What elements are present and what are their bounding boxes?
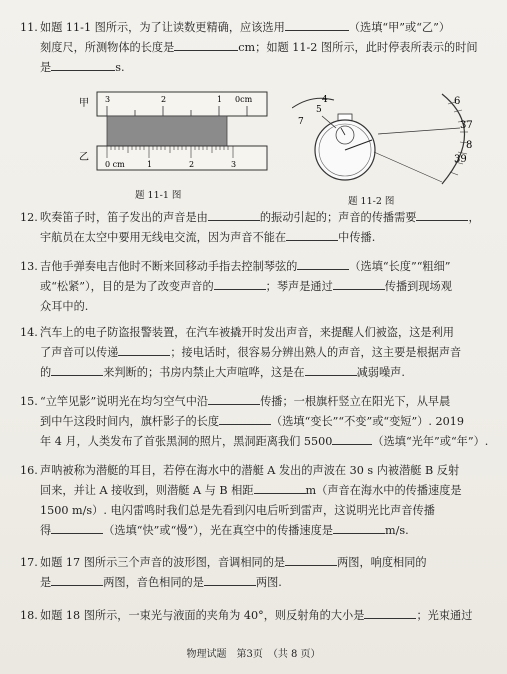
tick-label: 3 bbox=[231, 160, 237, 169]
question-16 bbox=[20, 461, 490, 541]
ruler-label-jia: 甲 bbox=[79, 98, 89, 109]
q15-text-5: 年 4 月，人类发布了首张黑洞的照片，黑洞距离我们 5500 bbox=[40, 435, 333, 448]
answer-blank[interactable] bbox=[174, 38, 238, 51]
dial-label: 37 bbox=[460, 120, 473, 131]
question-11 bbox=[20, 18, 490, 78]
question-15 bbox=[20, 392, 490, 452]
figure-caption: 题 11-1 图 bbox=[135, 190, 182, 201]
q16-text-6: （选填“快”或“慢”），光在真空中的传播速度是 bbox=[103, 524, 334, 537]
q14-text-6: 减弱噪声. bbox=[356, 366, 405, 379]
answer-blank[interactable] bbox=[118, 343, 170, 356]
answer-blank[interactable] bbox=[305, 363, 357, 376]
q14-text-5: 来判断的；书房内禁止大声喧哗，这是在 bbox=[103, 366, 305, 379]
q14-text-3: ；接电话时，很容易分辨出熟人的声音，这主要是根据声音 bbox=[170, 346, 462, 359]
q12-text-3: ， bbox=[468, 211, 480, 224]
tick-label: 2 bbox=[189, 160, 195, 169]
question-number: 16. bbox=[20, 464, 38, 477]
answer-blank[interactable] bbox=[285, 553, 337, 566]
figure-11-2-stopwatch bbox=[292, 90, 482, 190]
answer-blank[interactable] bbox=[51, 521, 103, 534]
q15-text-2: 传播；一根旗杆竖立在阳光下，从早晨 bbox=[260, 395, 451, 408]
q17-text-5: 两图. bbox=[255, 576, 282, 589]
q17-text-2: 两图，响度相同的 bbox=[337, 556, 427, 569]
dial-label: 39 bbox=[454, 154, 467, 165]
q14-text-4: 的 bbox=[40, 366, 52, 379]
q16-text-7: m/s. bbox=[385, 524, 409, 537]
q15-text-4: （选填“变长”“不变”或“变短”）. 2019 bbox=[271, 415, 464, 428]
q12-text-1: 吹奏笛子时，笛子发出的声音是由 bbox=[40, 211, 208, 224]
answer-blank[interactable] bbox=[416, 208, 468, 221]
q16-text-4: 1500 m/s）. 电闪雷鸣时我们总是先看到闪电后听到雷声，这说明光比声音传播 bbox=[40, 504, 435, 517]
answer-blank[interactable] bbox=[364, 606, 416, 619]
ruler-label-yi: 乙 bbox=[79, 152, 89, 163]
tick-label: 0cm bbox=[235, 95, 253, 104]
subdial-label: 4 bbox=[322, 95, 328, 105]
q14-text-2: 了声音可以传递 bbox=[40, 346, 119, 359]
q16-text-3: m（声音在海水中的传播速度是 bbox=[305, 484, 462, 497]
subdial-label: 5 bbox=[316, 105, 322, 115]
q13-text-2: （选填“长度”“粗细” bbox=[349, 260, 451, 273]
q13-text-5: 传播到现场观 bbox=[384, 280, 452, 293]
q15-text-3: 到中午这段时间内，旗杆影子的长度 bbox=[40, 415, 220, 428]
answer-blank[interactable] bbox=[219, 412, 271, 425]
question-17 bbox=[20, 553, 490, 593]
q15-text-1: “立竿见影”说明光在均匀空气中沿 bbox=[40, 395, 209, 408]
dial-label: 8 bbox=[466, 140, 473, 151]
answer-blank[interactable] bbox=[285, 18, 349, 31]
figure-11-1-rulers bbox=[75, 88, 275, 178]
question-18 bbox=[20, 606, 490, 626]
q13-text-1: 吉他手弹奏电吉他时不断来回移动手指去控制琴弦的 bbox=[40, 260, 298, 273]
question-number: 17. bbox=[20, 556, 38, 569]
q16-text-5: 得 bbox=[40, 524, 52, 537]
q12-text-4: 宇航员在太空中要用无线电交流，因为声音不能在 bbox=[40, 231, 287, 244]
answer-blank[interactable] bbox=[208, 392, 260, 405]
subdial-label: 7 bbox=[298, 117, 304, 127]
question-13 bbox=[20, 257, 490, 317]
answer-blank[interactable] bbox=[208, 208, 260, 221]
answer-blank[interactable] bbox=[51, 573, 103, 586]
answer-blank[interactable] bbox=[333, 521, 385, 534]
question-number: 13. bbox=[20, 260, 38, 273]
q17-text-4: 两图，音色相同的是 bbox=[103, 576, 204, 589]
tick-label: 2 bbox=[161, 95, 167, 104]
answer-blank[interactable] bbox=[332, 432, 372, 445]
q16-text-1: 声呐被称为潜艇的耳目，若停在海水中的潜艇 A 发出的声波在 30 s 内被潜艇 B 反射 bbox=[40, 464, 460, 477]
q16-text-2: 回来，并让 A 接收到，则潜艇 A 与 B 相距 bbox=[40, 484, 254, 497]
question-12 bbox=[20, 208, 490, 248]
answer-blank[interactable] bbox=[51, 58, 115, 71]
question-14 bbox=[20, 323, 490, 383]
page-footer: 物理试题 第3页 （共 8 页） bbox=[186, 649, 321, 660]
q13-text-4: ；琴声是通过 bbox=[265, 280, 333, 293]
answer-blank[interactable] bbox=[254, 481, 306, 494]
q13-text-6: 众耳中的. bbox=[40, 300, 89, 313]
q17-text-1: 如题 17 图所示三个声音的波形图，音调相同的是 bbox=[40, 556, 286, 569]
q11-text-5: 是 bbox=[40, 61, 52, 74]
q14-text-1: 汽车上的电子防盗报警装置，在汽车被撬开时发出声音，来提醒人们被盗，这是利用 bbox=[40, 326, 454, 339]
question-number: 11. bbox=[20, 21, 38, 34]
q11-text-6: s. bbox=[115, 61, 125, 74]
tick-label: 3 bbox=[105, 95, 111, 104]
tick-label: 1 bbox=[217, 95, 223, 104]
answer-blank[interactable] bbox=[214, 277, 266, 290]
q15-text-6: （选填“光年”或“年”）. bbox=[372, 435, 489, 448]
question-number: 14. bbox=[20, 326, 38, 339]
tick-label: 1 bbox=[147, 160, 153, 169]
answer-blank[interactable] bbox=[204, 573, 256, 586]
q12-text-5: 中传播. bbox=[338, 231, 376, 244]
question-number: 18. bbox=[20, 609, 38, 622]
figure-caption: 题 11-2 图 bbox=[348, 196, 395, 207]
q11-text-1: 如题 11-1 图所示，为了让读数更精确，应该选用 bbox=[40, 21, 285, 34]
tick-label: 0 cm bbox=[105, 160, 125, 169]
q11-text-4: cm；如题 11-2 图所示，此时停表所表示的时间 bbox=[238, 41, 478, 54]
q18-text-2: ；光束通过 bbox=[416, 609, 473, 622]
dial-label: 6 bbox=[454, 96, 461, 107]
answer-blank[interactable] bbox=[51, 363, 103, 376]
q13-text-3: 或“松紧”），目的是为了改变声音的 bbox=[40, 280, 214, 293]
measured-object bbox=[107, 116, 227, 146]
q11-text-2: （选填“甲”或“乙”） bbox=[348, 21, 451, 34]
q11-text-3: 刻度尺，所测物体的长度是 bbox=[40, 41, 175, 54]
question-number: 15. bbox=[20, 395, 38, 408]
question-number: 12. bbox=[20, 211, 38, 224]
answer-blank[interactable] bbox=[286, 228, 338, 241]
answer-blank[interactable] bbox=[297, 257, 349, 270]
q12-text-2: 的振动引起的；声音的传播需要 bbox=[259, 211, 417, 224]
q18-text-1: 如题 18 图所示，一束光与液面的夹角为 40°，则反射角的大小是 bbox=[40, 609, 365, 622]
answer-blank[interactable] bbox=[333, 277, 385, 290]
q17-text-3: 是 bbox=[40, 576, 52, 589]
